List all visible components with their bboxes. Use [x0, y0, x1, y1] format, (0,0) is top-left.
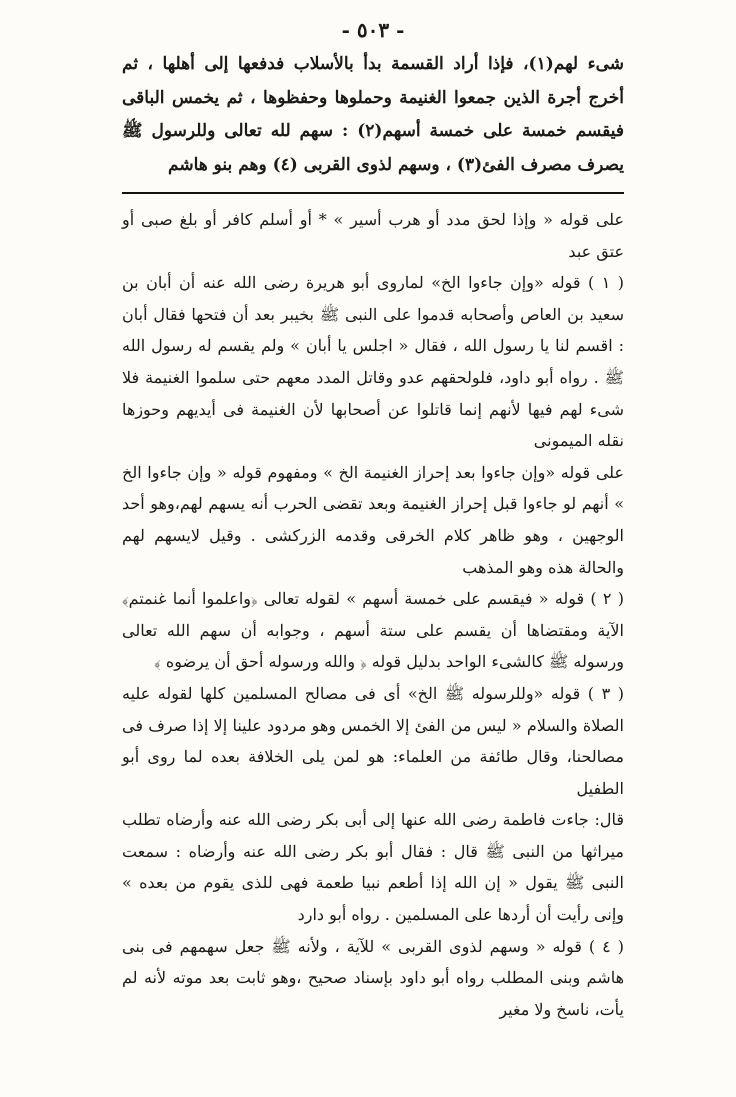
footnote-paragraph: ( ٢ ) قوله « فيقسم على خمسة أسهم » لقوله تعالى ﴿واعلموا أنما غنمتم﴾ الآية ومقتضاها أن يقسم على ستة أسهم ، وجوابه أن سهم الله تعالى ورسوله ﷺ كالشىء الواحد بدليل قوله ﴿ والله ورسوله أحق أن يرضوه ﴾ [122, 589, 625, 672]
footnote-paragraph: ( ٣ ) قوله «وللرسوله ﷺ الخ» أى فى مصالح المسلمين كلها لقوله عليه الصلاة والسلام « ليس من الفئ إلا الخمس وهو مردود علينا إلا إذا صرف فى مصالحنا، وقال طائفة من العلماء: هو لمن يلى الخلافة بعده لما روى أبو الطفيل [122, 683, 624, 798]
main-text [122, 48, 624, 182]
footnote-paragraph: ( ١ ) قوله «وإن جاءوا الخ» لماروى أبو هريرة رضى الله عنه أن أبان بن سعيد بن العاص وأصحابه قدموا على النبى ﷺ بخيبر بعد أن فتحها فقال أبان : اقسم لنا يا رسول الله ، فقال « اجلس يا أبان » ولم يقسم له رسول الله ﷺ . رواه أبو داود، فلولحقهم عدو وقاتل المدد معهم حتى سلموا الغنيمة فلا شىء لهم فيها لأنهم إنما قاتلوا عن أصحابها لأن الغنيمة فى أيديهم وحوزها نقله الميمونى [122, 273, 625, 451]
footnote-paragraph: على قوله « وإذا لحق مدد أو هرب أسير » * أو أسلم كافر أو بلغ صبى أو عتق عبد [122, 210, 624, 261]
footnote-paragraph: قال: جاءت فاطمة رضى الله عنها إلى أبى بكر رضى الله عنه وأرضاه تطلب ميراثها من النبى ﷺ قال : فقال أبو بكر رضى الله عنه وأرضاه : سمعت النبى ﷺ يقول « إن الله إذا أطعم نبيا طعمة فهى للذى يقوم من بعده » وإنى رأيت أن أردها على المسلمين . رواه أبو دارد [122, 810, 624, 925]
footnote-divider [122, 192, 624, 194]
footnote-paragraph: ( ٤ ) قوله « وسهم لذوى القربى » للآية ، ولأنه ﷺ جعل سهمهم فى بنى هاشم وبنى المطلب رواه أبو داود بإسناد صحيح ،وهو ثابت بعد موته لأنه لم يأت، ناسخ ولا مغير [122, 936, 624, 1019]
page-number: - ٥٠٣ - [341, 18, 405, 42]
footnotes [122, 204, 624, 1025]
footnote-paragraph: على قوله «وإن جاءوا بعد إحراز الغنيمة الخ » ومفهوم قوله « وإن جاءوا الخ » أنهم لو جاءوا قبل إحراز الغنيمة وبعد تقضى الحرب أنه يسهم لهم،وهو أحد الوجهين ، وهو ظاهر كلام الخرقى وقدمه الزركشى . وقيل لايسهم لهم والحالة هذه وهو المذهب [122, 462, 624, 577]
main-paragraph: شىء لهم(١)، فإذا أراد القسمة بدأ بالأسلاب فدفعها إلى أهلها ، ثم أخرج أجرة الذين جمعوا الغنيمة وحملوها وحفظوها ، ثم يخمس الباقى فيقسم خمسة على خمسة أسهم(٢) : سهم لله تعالى وللرسول ﷺ يصرف مصرف الفئ(٣) ، وسهم لذوى القربى (٤) وهم بنو هاشم [122, 54, 625, 175]
